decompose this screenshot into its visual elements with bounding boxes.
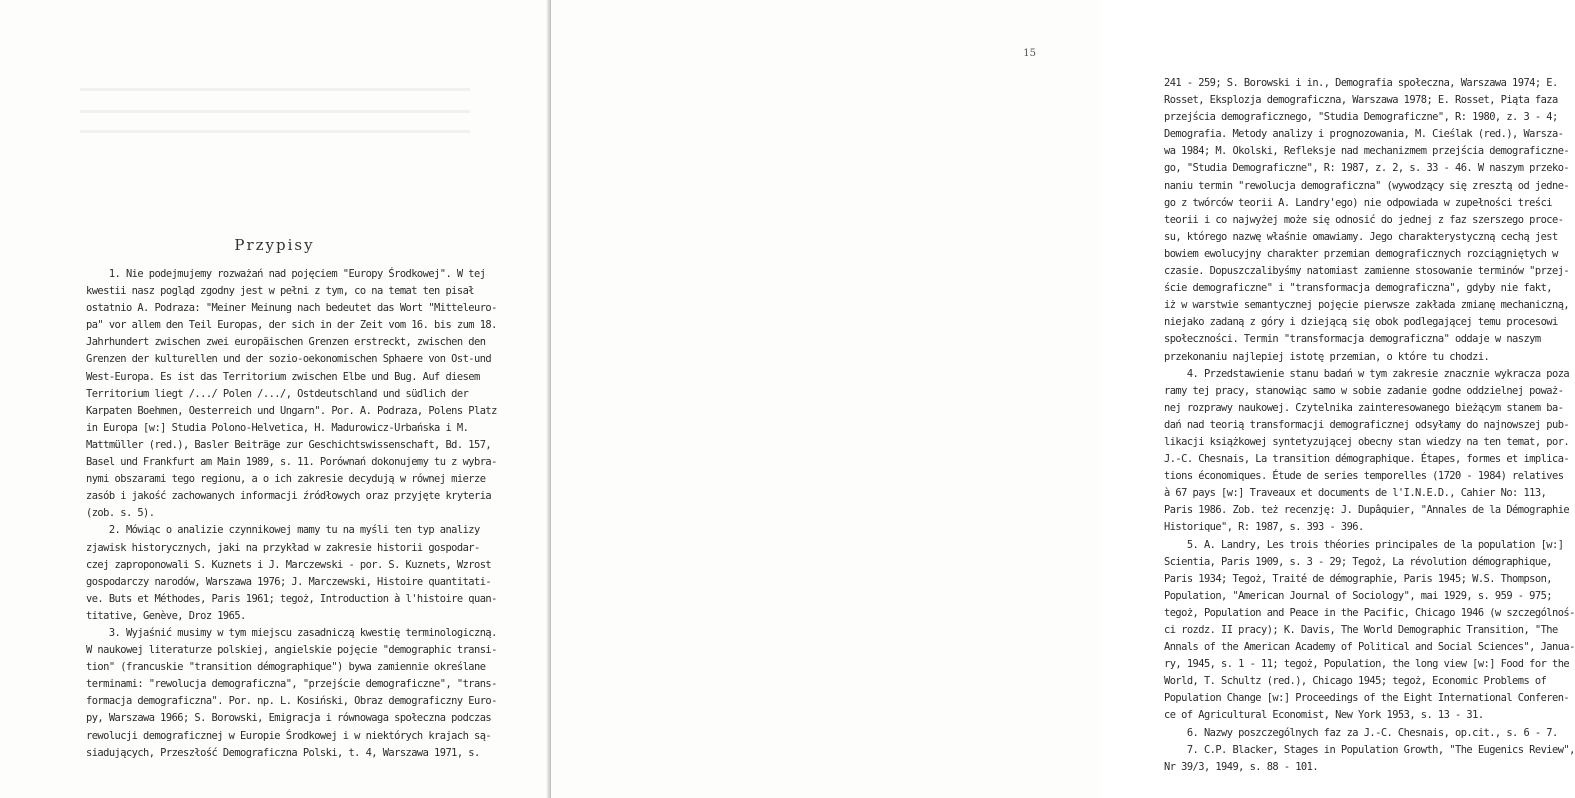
- text-line: iż w warstwie semantycznej pojęcie pierwsze zakłada zmianę mechaniczną,: [1164, 299, 1570, 312]
- text-line: naniu termin "rewolucja demograficzna" (wywodzący się zresztą od jedne-: [1164, 179, 1570, 192]
- page-number: 15: [1023, 48, 1036, 59]
- text-line: nej rozprawy naukowej. Czytelnika zainteresowanego bieżącym stanem ba-: [1164, 401, 1564, 414]
- text-line: ramy tej pracy, stanowiąc samo w sobie zadanie godne oddzielnej poważ-: [1164, 384, 1564, 397]
- text-line: Grenzen der kulturellen und der sozio-oekonomischen Sphaere von Ost-und: [86, 353, 492, 366]
- text-line: py, Warszawa 1966; S. Borowski, Emigracja i równowaga społeczna podczas: [86, 712, 492, 725]
- text-line: tions économiques. Étude de series temporelles (1720 - 1984) relatives: [1164, 470, 1564, 483]
- text-line: siadujących, Przeszłość Demograficzna Polski, t. 4, Warszawa 1971, s.: [86, 746, 480, 759]
- text-line: su, którego nazwę właśnie omawiamy. Jego charakterystyczną cechą jest: [1164, 230, 1558, 243]
- text-line: pa" vor allem den Teil Europas, der sich in der Zeit vom 16. bis zum 18.: [86, 319, 497, 332]
- text-line: dań nad teorią transformacji demograficznej odsyłamy do najnowszej pub-: [1164, 418, 1570, 431]
- text-line: Population, "American Journal of Sociology", mai 1929, s. 959 - 975;: [1164, 589, 1552, 602]
- text-line: Nr 39/3, 1949, s. 88 - 101.: [1164, 760, 1319, 773]
- text-line: go, "Studia Demograficzne", R: 1987, z. 2, s. 33 - 46. W naszym przeko-: [1164, 162, 1570, 175]
- text-line: ry, 1945, s. 1 - 11; tegoż, Population, the long view [w:] Food for the: [1164, 658, 1570, 671]
- page-title: Przypisy: [234, 236, 315, 254]
- text-line: zasób i jakość zachowanych informacji źródłowych oraz przyjęte kryteria: [86, 490, 492, 503]
- text-line: 5. A. Landry, Les trois théories principales de la population [w:]: [1164, 538, 1564, 551]
- text-line: ce of Agricultural Economist, New York 1953, s. 13 - 31.: [1164, 709, 1484, 722]
- text-line: 3. Wyjaśnić musimy w tym miejscu zasadniczą kwestię terminologiczną.: [86, 626, 497, 639]
- text-line: 241 - 259; S. Borowski i in., Demografia społeczna, Warszawa 1974; E.: [1164, 77, 1558, 89]
- text-line: gospodarczy narodów, Warszawa 1976; J. Marczewski, Histoire quantitati-: [86, 575, 492, 588]
- text-line: Annals of the American Academy of Political and Social Sciences", Janua-: [1164, 641, 1575, 654]
- text-line: ve. Buts et Méthodes, Paris 1961; tegoż, Introduction à l'histoire quan-: [86, 592, 497, 605]
- text-line: Demografia. Metody analizy i prognozowania, M. Cieślak (red.), Warsza-: [1164, 128, 1564, 141]
- text-line: J.-C. Chesnais, La transition démographique. Étapes, formes et implica-: [1164, 453, 1570, 466]
- text-line: in Europa [w:] Studia Polono-Helvetica, H. Madurowicz-Urbańska i M.: [86, 421, 469, 434]
- text-line: czej zaproponowali S. Kuznets i J. Marczewski - por. S. Kuznets, Wzrost: [86, 558, 492, 571]
- left-page: [0, 0, 549, 798]
- text-line: ci rozdz. II pracy); K. Davis, The World Demographic Transition, "The: [1164, 624, 1558, 636]
- text-line: rewolucji demograficznej w Europie Środkowej i w niektórych krajach są-: [86, 729, 492, 742]
- right-page: [551, 0, 1575, 798]
- text-line: ostatnio A. Podraza: "Meiner Meinung nach bedeutet das Wort "Mitteleuro-: [86, 302, 497, 315]
- left-page-footnotes: [86, 266, 497, 762]
- text-line: zjawisk historycznych, jaki na przykład w zakresie historii gospodar-: [86, 541, 480, 554]
- text-line: przejścia demograficznego, "Studia Demograficzne", R: 1980, z. 3 - 4;: [1164, 111, 1558, 124]
- text-line: (zob. s. 5).: [86, 507, 155, 520]
- text-line: W naukowej literaturze polskiej, angielskie pojęcie "demographic transi-: [86, 644, 497, 657]
- text-line: kwestii nasz pogląd zgodny jest w pełni z tym, co na temat ten pisał: [86, 285, 474, 298]
- text-line: Mattmüller (red.), Basler Beiträge zur Geschichtswissenschaft, Bd. 157,: [86, 438, 492, 451]
- text-line: go z twórców teorii A. Landry'ego) nie odpowiada w zupełności treści: [1164, 196, 1552, 209]
- text-line: czasie. Dopuszczalibyśmy natomiast zamienne stosowanie terminów "przej-: [1164, 265, 1570, 278]
- text-line: społeczności. Termin "transformacja demograficzna" oddaje w naszym: [1164, 333, 1541, 346]
- text-line: titative, Genève, Droz 1965.: [86, 609, 246, 622]
- text-line: Basel und Frankfurt am Main 1989, s. 11. Porównań dokonujemy tu z wybra-: [86, 456, 497, 469]
- text-line: tegoż, Population and Peace in the Pacific, Chicago 1946 (w szczególnoś-: [1164, 606, 1575, 619]
- text-line: 7. C.P. Blacker, Stages in Population Growth, "The Eugenics Review",: [1164, 743, 1575, 756]
- text-line: nymi obszarami tego regionu, a o ich zakresie decydują w równej mierze: [86, 473, 486, 486]
- text-line: ście demograficzne" i "transformacja demograficzna", gdyby nie fakt,: [1164, 282, 1552, 295]
- text-line: Territorium liegt /.../ Polen /.../, Ostdeutschland und südlich der: [86, 387, 469, 400]
- text-line: Jahrhundert zwischen zwei europäischen Grenzen erstreckt, zwischen den: [86, 336, 486, 349]
- text-line: 1. Nie podejmujemy rozważań nad pojęciem "Europy Środkowej". W tej: [86, 268, 486, 280]
- text-line: Scientia, Paris 1909, s. 3 - 29; Tegoż, La révolution démographique,: [1164, 555, 1552, 568]
- text-line: Historique", R: 1987, s. 393 - 396.: [1164, 521, 1364, 534]
- text-line: tion" (francuskie "transition démographique") bywa zamiennie określane: [86, 661, 486, 674]
- text-line: Paris 1934; Tegoż, Traité de démographie, Paris 1945; W.S. Thompson,: [1164, 572, 1552, 585]
- text-line: à 67 pays [w:] Traveaux et documents de l'I.N.E.D., Cahier No: 113,: [1164, 487, 1547, 500]
- text-line: formacja demograficzna". Por. np. L. Kosiński, Obraz demograficzny Euro-: [86, 695, 497, 708]
- text-line: 6. Nazwy poszczególnych faz za J.-C. Chesnais, op.cit., s. 6 - 7.: [1164, 726, 1558, 739]
- text-line: 4. Przedstawienie stanu badań w tym zakresie znacznie wykracza poza: [1164, 367, 1570, 380]
- text-line: likacji książkowej syntetyzującej obecny stan wiedzy na ten temat, por.: [1164, 435, 1570, 448]
- text-line: bowiem ewolucyjny charakter przemian demograficznych rozciągniętych w: [1164, 247, 1558, 260]
- text-line: wa 1984; M. Okolski, Refleksje nad mechanizmem przejścia demograficzne-: [1164, 145, 1570, 158]
- text-line: Karpaten Boehmen, Oesterreich und Ungarn". Por. A. Podraza, Polens Platz: [86, 404, 497, 417]
- text-line: Population Change [w:] Proceedings of the Eight International Conferen-: [1164, 692, 1570, 705]
- text-line: 2. Mówiąc o analizie czynnikowej mamy tu na myśli ten typ analizy: [86, 524, 480, 537]
- text-line: przekonaniu najlepiej istotę przemian, o które tu chodzi.: [1164, 350, 1490, 363]
- text-line: World, T. Schultz (red.), Chicago 1945; tegoż, Economic Problems of: [1164, 675, 1547, 688]
- text-line: terminami: "rewolucja demograficzna", "przejście demograficzne", "trans-: [86, 678, 497, 691]
- text-line: Rosset, Eksplozja demograficzna, Warszawa 1978; E. Rosset, Piąta faza: [1164, 94, 1558, 107]
- text-line: Paris 1986. Zob. też recenzję: J. Dupâquier, "Annales de la Démographie: [1164, 504, 1570, 517]
- text-line: West-Europa. Es ist das Territorium zwischen Elbe und Bug. Auf diesem: [86, 370, 480, 383]
- right-page-footnotes: [1164, 75, 1575, 776]
- text-line: teorii i co najwyżej może się odnosić do jednej z faz szerszego proce-: [1164, 213, 1564, 226]
- text-line: niejako zadaną z góry i dziejącą się obok podlegającej temu procesowi: [1164, 316, 1558, 329]
